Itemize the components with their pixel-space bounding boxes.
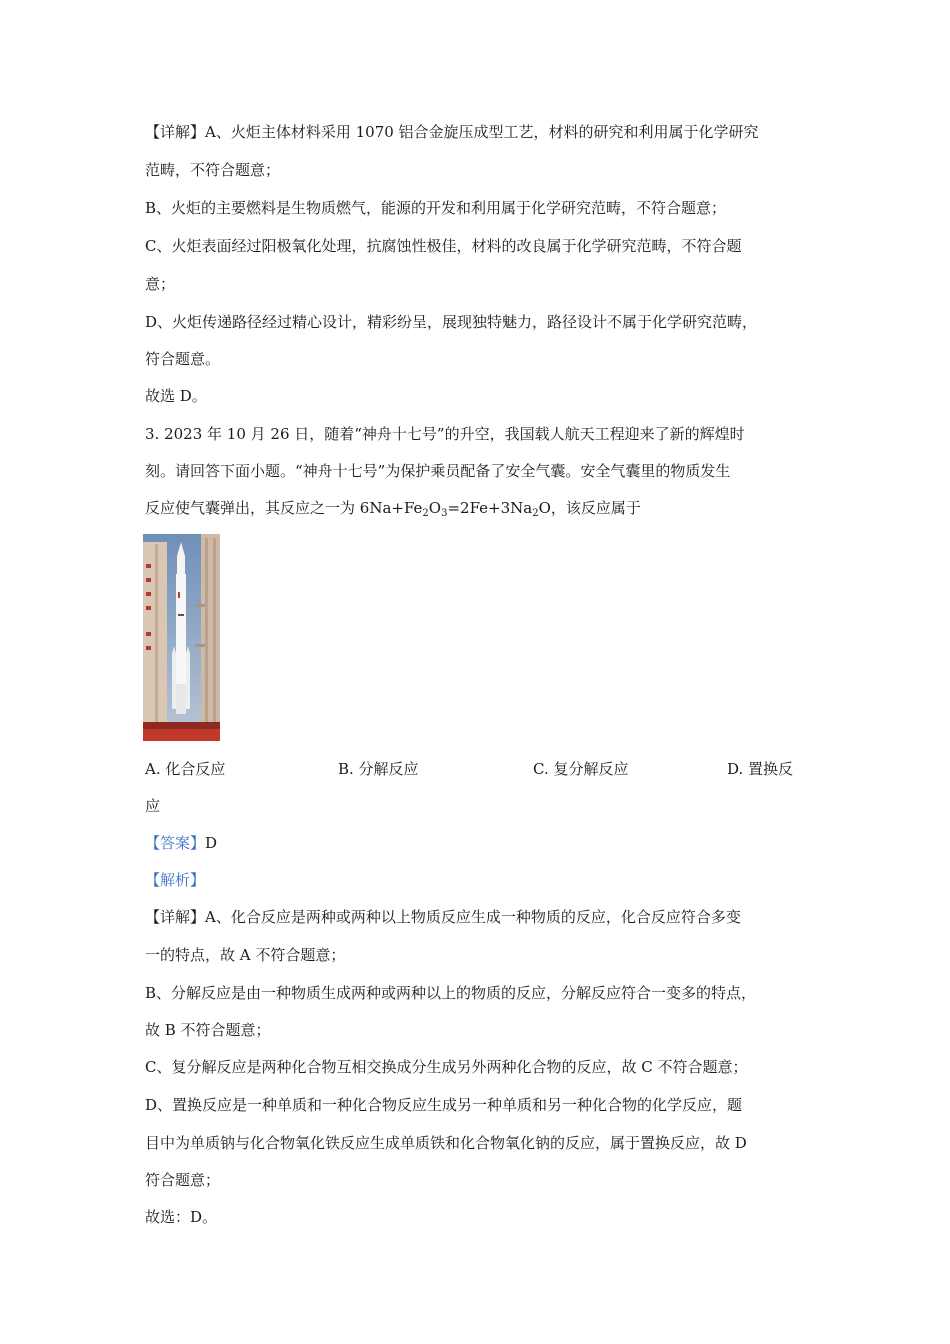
q2-detail-line-6: D、火炬传递路径经过精心设计，精彩纷呈，展现独特魅力，路径设计不属于化学研究范畴， bbox=[145, 313, 758, 331]
subscript: 3 bbox=[441, 508, 448, 519]
q2-detail-line-2: 范畴，不符合题意； bbox=[145, 161, 281, 179]
subscript: 2 bbox=[532, 508, 539, 519]
option-b: B. 分解反应 bbox=[338, 760, 419, 778]
q3-detail-line-3: B、分解反应是由一种物质生成两种或两种以上的物质的反应，分解反应符合一变多的特点， bbox=[145, 984, 757, 1002]
q3-stem-line-3 bbox=[145, 498, 641, 524]
formula-part: =2Fe+3Na bbox=[447, 499, 533, 517]
q2-detail-line-4: C、火炬表面经过阳极氧化处理，抗腐蚀性极佳，材料的改良属于化学研究范畴，不符合题 bbox=[145, 237, 742, 255]
q3-detail-line-4: 故 B 不符合题意； bbox=[145, 1021, 271, 1039]
q3-detail-line-2: 一的特点，故 A 不符合题意； bbox=[145, 946, 346, 964]
option-d-continued: 应 bbox=[145, 797, 161, 815]
q3-stem-line-1: 3. 2023 年 10 月 26 日，随着“神舟十七号”的升空，我国载人航天工程迎来了新的辉煌时 bbox=[145, 425, 745, 443]
answer-value: D bbox=[205, 834, 218, 852]
analysis-label: 【解析】 bbox=[145, 871, 206, 889]
q3-stem-text: O，该反应属于 bbox=[538, 499, 641, 517]
q3-detail-line-7: 目中为单质钠与化合物氧化铁反应生成单质铁和化合物氧化钠的反应，属于置换反应，故 D bbox=[145, 1134, 747, 1152]
formula-part: O bbox=[428, 499, 442, 517]
subscript: 2 bbox=[422, 508, 429, 519]
q3-conclusion: 故选：D。 bbox=[145, 1208, 218, 1226]
option-d: D. 置换反 bbox=[727, 760, 794, 778]
answer-line bbox=[145, 833, 217, 853]
q2-detail-line-5: 意； bbox=[145, 275, 176, 293]
q2-detail-line-7: 符合题意。 bbox=[145, 350, 221, 368]
option-a: A. 化合反应 bbox=[145, 760, 226, 778]
q2-conclusion: 故选 D。 bbox=[145, 387, 207, 405]
option-c: C. 复分解反应 bbox=[533, 760, 629, 778]
q3-detail-line-8: 符合题意； bbox=[145, 1171, 221, 1189]
q3-detail-line-6: D、置换反应是一种单质和一种化合物反应生成另一种单质和另一种化合物的化学反应，题 bbox=[145, 1096, 743, 1114]
q2-detail-line-3: B、火炬的主要燃料是生物质燃气，能源的开发和利用属于化学研究范畴，不符合题意； bbox=[145, 199, 727, 217]
q2-detail-line-1: 【详解】A、火炬主体材料采用 1070 铝合金旋压成型工艺，材料的研究和利用属于化学研究 bbox=[145, 123, 759, 141]
q3-stem-text: 反应使气囊弹出，其反应之一为 6Na+Fe bbox=[145, 499, 423, 517]
q3-stem-line-2: 刻。请回答下面小题。“神舟十七号”为保护乘员配备了安全气囊。安全气囊里的物质发生 bbox=[145, 462, 731, 480]
rocket-photo bbox=[143, 534, 220, 741]
answer-label: 【答案】 bbox=[145, 834, 206, 852]
q3-detail-line-1: 【详解】A、化合反应是两种或两种以上物质反应生成一种物质的反应，化合反应符合多变 bbox=[145, 908, 741, 926]
q3-detail-line-5: C、复分解反应是两种化合物互相交换成分生成另外两种化合物的反应，故 C 不符合题意； bbox=[145, 1058, 748, 1076]
